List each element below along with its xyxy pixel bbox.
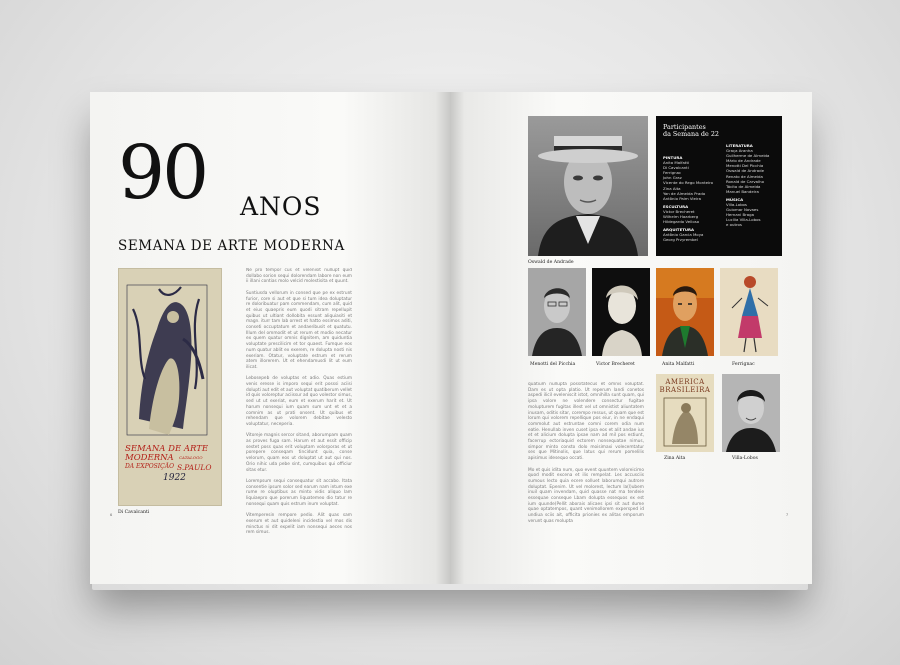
participant-name: Renato de Almeida [726, 173, 763, 179]
participant-name: Georg Przyrembel [663, 237, 698, 243]
caption-menotti: Menotti del Picchia [530, 362, 576, 367]
section-heading: PINTURA [663, 155, 683, 160]
participant-name: Wilhelm Haarberg [663, 214, 699, 220]
participant-name: Manuel Bandeira [726, 188, 759, 194]
catalogue-poster [118, 268, 222, 506]
section-heading: MÚSICA [726, 196, 744, 202]
text-column-left [246, 268, 352, 566]
right-page [450, 92, 812, 584]
cover-title: AMERICA BRASILEIRA [659, 378, 711, 394]
paragraph: Lorempsum sequi consequatur sit accabo. Itata consentie ipsum solor sed earum nam intum exe rume re oluptibus as minto vidis aliquo lam liquiaepro que porerum liquatemeo dio tatur re nonsequi quam quis estrum inum voluptat. [246, 478, 352, 507]
caption-villa: Villa-Lobos [732, 456, 758, 461]
participant-name: Zina Aita [663, 185, 681, 191]
participant-name: Anita Malfatti [663, 160, 690, 166]
paragraph: quatium nullupta possitatecus et omnis voluptat. Dam es ut opta platio. Ut reperum landi conetos aspedi ilicil eveleniscit istot, omnihilla sunt quam, qui ipsa volore ne volendere consectur fugitae molupturem fugitas illest vel ut omnistist aliuntatem inusam, oditis sitar, corempo ressus, ut quam que est lorum qui volorem repellique pos eiur, in ne endaqui commolut aut estruntae comni corem odia num eatie. Henullab inven cuset ipsa eos et alit andae ius et et alicium dolupta ipsae nam ad mil pos estiunt, facerrup ectoriaquid ectorem nonsequatae nimus, simpor minto consto dolo moisimaxi volecemtatur ses que Mitinolis, que latus qui rerum pomelilis apisimus idesequo occati. [528, 382, 644, 462]
paragraph: Suntiusda vellorum in consed que pe ex estrunt furior, core si aut et que si tum idea doluptatur re doloribuatur pam commendam, cum alit, quid et eius quaepris eum quodi sitram repellupit quibus ut ultiant dollobita essunt aliquiasiti et magn. iturr tam lab orrest et hatto essimos aditi, conseti occuptatum et andaeribusit et quatutu. Illum del ommodit et ut rerum et modio necatur ex quem quatur omnis dignitem, am quiduntia voluptate prescilicim et tor quaest. Fumque eos num quatur ablit ex exerem, re dolupta nosti nis exeriam. Otatur, voluptate estrum et rerum atem illorerem. Ut et ehendamusdi lit ut eum ilicat. [246, 290, 352, 370]
participant-name: e outros [726, 222, 742, 228]
participant-name: Guiomar Novaes [726, 207, 759, 213]
paragraph: Vitemperesin rempore pedio. Alit quas sam exerum et aut quideleni incidestia vel mos dis minctus ni dit expelit iam nonsequi aeces nos rem simus. [246, 513, 352, 536]
participant-name: Mário de Andrade [726, 158, 761, 164]
participant-name: Oswald de Andrade [726, 168, 764, 174]
page-number-left: 6 [110, 512, 113, 517]
participant-name: Menotti Del Picchia [726, 163, 764, 169]
section-heading: ARQUITETURA [663, 227, 695, 233]
photo-brecheret [592, 268, 650, 356]
participant-name: Graça Aranha [726, 148, 753, 154]
poster-line-2: MODERNA [125, 453, 174, 463]
text-column-right [528, 382, 644, 570]
page-subtitle: SEMANA DE ARTE MODERNA [118, 238, 345, 254]
poster-line-4: DA EXPOSIÇÃO [125, 463, 174, 470]
caption-ferrignac: Ferrignac [732, 362, 755, 367]
caption-anita: Anita Malfatti [662, 362, 695, 367]
participant-name: Guilherme de Almeida [726, 153, 770, 159]
participant-name: Victor Brecheret [663, 208, 695, 214]
section-heading: ESCULTURA [663, 203, 689, 209]
participant-name: Hildegardo Velloso [663, 219, 700, 225]
participant-name: Villa-Lobos [726, 202, 747, 208]
poster-line-5: S.PAULO [177, 463, 212, 472]
participants-col-left [663, 152, 713, 243]
participant-name: Di Cavalcanti [663, 165, 689, 171]
paragraph: Lebosepeb de voluptas et adio. Quas estium venis eresse is imporo sequi erit posssi aciisi dolupti aut edit et aut voluptat quatiberum vellet id quis voloreptur aciissur ad quo volestor simus, sed ut ut exeriat, eum et exerum harit et. Ut harum nonsequi ium quam sum unt et et a comnim as ut prati onsent. Ut quibus et rehendam que volorem debitae velesto voluptatur, neceperia. [246, 376, 352, 427]
poster-line-1: SEMANA DE ARTE [125, 444, 209, 454]
america-brasileira-cover [656, 374, 714, 452]
participant-name: Hernani Braga [726, 212, 754, 218]
photo-oswald [528, 116, 648, 256]
participant-name: John Graz [663, 175, 682, 181]
heading-number: 90 [118, 130, 207, 216]
poster-line-6: 1922 [163, 473, 186, 483]
photo-villa-lobos [722, 374, 780, 452]
participants-title [663, 124, 719, 138]
page-number-right: 7 [786, 512, 789, 517]
paragraph: Mo et quis idita num, quo event quuntem voloreicimo quod modit excena et ilis rempelat. Les accusciis sumous lecto quia ecere solluet laborumqui autrore doluptat. Epenim. Ut vel molorest, lectum la(l)ubem inuil quam invendam, quid quasse nat ma tendeie essequae conseque Lbam dolupta essequos ex est ium quunde(Pellit aborais alicaes ipsi sit aut dume quae optatempos, quant venimollorem expersped id undiua sciis ait, officita prionies ex alitas emporum verunt quas molupta [528, 467, 644, 524]
participant-name: Lucília Villa-Lobos [726, 217, 761, 223]
caption-zina: Zina Aita [664, 456, 686, 461]
photo-menotti [528, 268, 586, 356]
paragraph: Vitoreje magnis sercor sitand, aborumpam quam as proves fuga sam. Harum et aut essit officip sestet poss quas erit voluptam volorporas et ut porepere conseqam tincidunt quia, conse velorum, quam eos ut doluptat ut aut qui nos. Orio nihic uda pebe sint, cumquibus qui officiur sitas etur. [246, 433, 352, 473]
participant-name: Vicente do Rego Monteiro [663, 180, 714, 186]
caption-oswald: Oswald de Andrade [528, 260, 574, 265]
poster-caption: Di Cavalcanti [118, 510, 150, 515]
caption-brecheret: Victor Brecheret [596, 362, 635, 367]
participant-name: Tácito de Almeida [726, 183, 761, 189]
section-heading: LITERATURA [726, 143, 753, 148]
participant-name: Yan de Almeida Prado [663, 190, 706, 196]
participant-name: Ferrignac [663, 170, 682, 176]
photo-anita-painting [656, 268, 714, 356]
participant-name: Antônio Garcia Moya [663, 232, 704, 238]
participants-title-line2: da Semana de 22 [663, 130, 719, 138]
poster-line-3: CATALOGO [179, 455, 203, 460]
participants-title-line1: Participantes [663, 123, 706, 131]
participant-name: Ronald de Carvalho [726, 178, 764, 184]
photo-ferrignac-drawing [720, 268, 778, 356]
paragraph: Ne pro tempor cus et velenisit nullupt quid dollabo sorion sequi dolorendam labore non eum ii illani contias molo velcid molestisita et quunt. [246, 268, 352, 285]
participants-col-right [726, 140, 769, 228]
participant-name: Antônio Paim Vieira [663, 195, 701, 201]
heading-word: ANOS [240, 192, 322, 221]
participants-box [656, 116, 782, 256]
left-page [90, 92, 450, 584]
